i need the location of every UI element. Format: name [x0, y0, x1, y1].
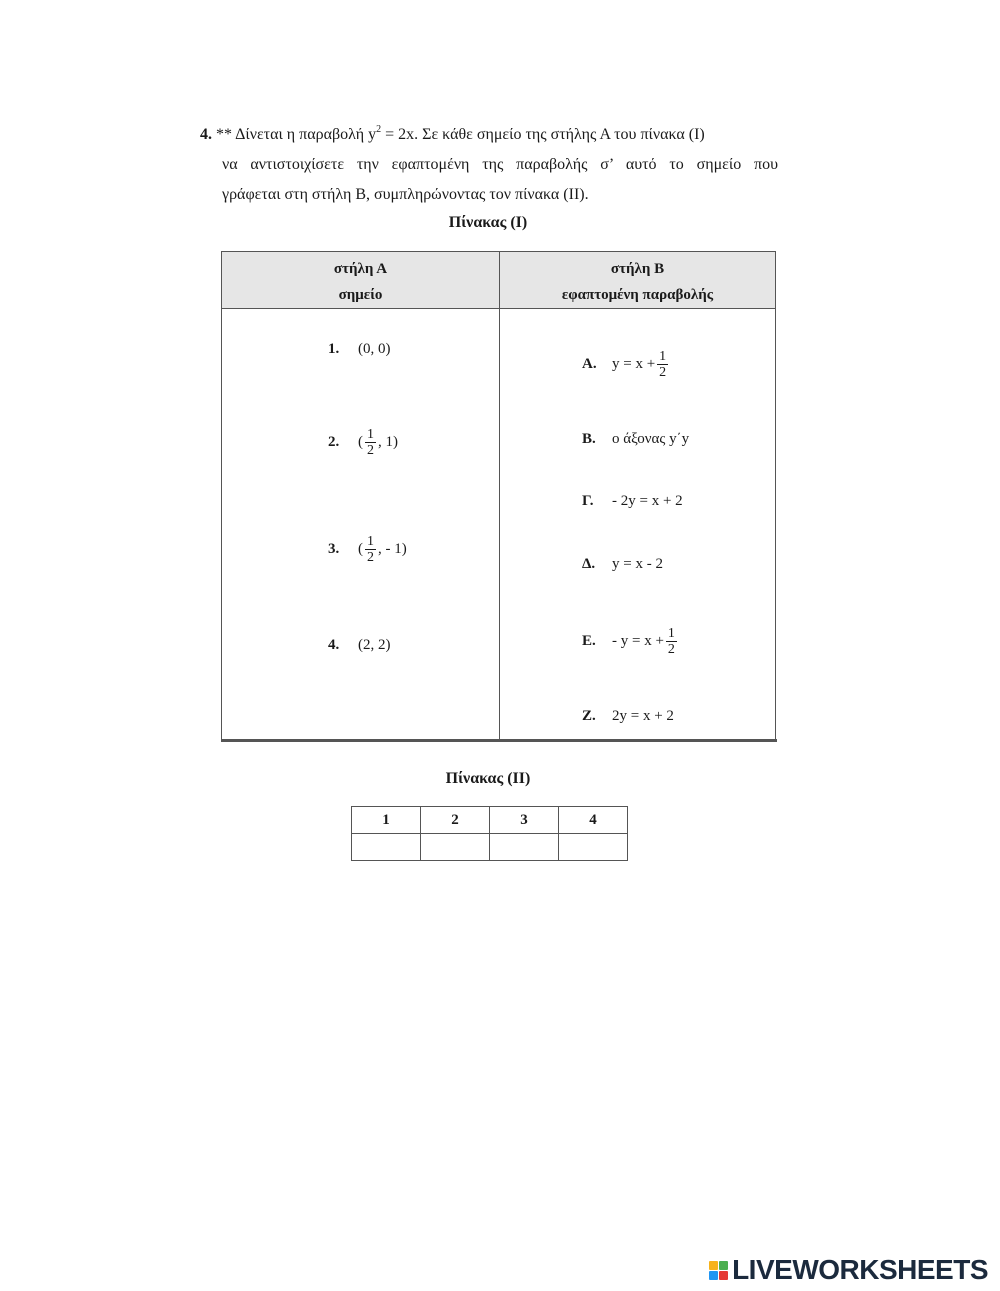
table1-title: Πίνακας (Ι) [448, 214, 528, 231]
point-item [328, 529, 407, 569]
tangent-equation: y = x - 2 [612, 555, 663, 572]
tangent-equation: y = x + [612, 355, 656, 372]
problem-number: 4. [200, 126, 212, 143]
point-item [328, 422, 398, 462]
problem-statement [200, 120, 778, 210]
point-value: ( [358, 540, 363, 557]
tangent-letter: Α. [582, 355, 597, 372]
numerator: 1 [367, 426, 374, 442]
problem-line-3: γράφεται στη στήλη Β, συμπληρώνοντας τον πίνακα (ΙΙ). [222, 186, 589, 203]
column-b-subtitle: εφαπτομένη παραβολής [561, 287, 714, 303]
denominator: 2 [659, 364, 667, 380]
numerator: 1 [367, 533, 374, 549]
denominator: 2 [667, 641, 675, 657]
column-a-header [222, 256, 499, 308]
problem-text-1-tail: = 2x. Σε κάθε σημείο της στήλης Α του πίνακα (Ι) [381, 126, 705, 143]
answer-cell-2[interactable] [421, 834, 490, 861]
point-number: 1. [328, 340, 340, 357]
numerator: 1 [659, 348, 667, 364]
answer-header-cell: 2 [421, 807, 490, 834]
point-value-tail: , 1) [378, 433, 398, 450]
column-b-title: στήλη Β [610, 261, 665, 277]
logo-icon [709, 1261, 728, 1280]
column-divider [499, 252, 500, 739]
tangent-item [582, 344, 670, 384]
table1-bottom-border [221, 739, 777, 742]
tangent-letter: Β. [582, 430, 596, 447]
point-item [328, 329, 391, 369]
denominator: 2 [367, 442, 374, 458]
point-item [328, 625, 391, 665]
tangent-letter: Ζ. [582, 707, 596, 724]
fraction [365, 427, 376, 458]
answer-row [352, 834, 628, 861]
tangent-equation: - 2y = x + 2 [612, 492, 683, 509]
point-value: ( [358, 433, 363, 450]
tangent-item [582, 419, 689, 459]
tangent-item [582, 544, 663, 584]
answer-cell-3[interactable] [490, 834, 559, 861]
point-number: 4. [328, 636, 340, 653]
problem-line-2: να αντιστοιχίσετε την εφαπτομένη της παραβολής σ’ αυτό το σημείο που [222, 156, 778, 173]
tangent-letter: Δ. [582, 555, 596, 572]
point-number: 3. [328, 540, 340, 557]
answer-header-cell: 4 [559, 807, 628, 834]
column-a-subtitle: σημείο [338, 287, 383, 303]
tangent-item [582, 621, 679, 661]
fraction [365, 534, 376, 565]
problem-text-1: ** Δίνεται η παραβολή y [216, 126, 377, 143]
logo-text: LIVEWORKSHEETS [732, 1254, 988, 1285]
liveworksheets-logo [709, 1252, 988, 1288]
table2-title: Πίνακας (ΙΙ) [445, 770, 531, 787]
numerator: 1 [667, 625, 675, 641]
tangent-letter: Γ. [582, 492, 594, 509]
answer-header-cell: 3 [490, 807, 559, 834]
column-a-title: στήλη Α [333, 261, 388, 277]
point-value-tail: , - 1) [378, 540, 407, 557]
point-value: (0, 0) [358, 340, 391, 357]
answer-cell-4[interactable] [559, 834, 628, 861]
matching-table [221, 251, 776, 740]
answer-header-cell: 1 [352, 807, 421, 834]
tangent-equation: 2y = x + 2 [612, 707, 674, 724]
denominator: 2 [367, 549, 374, 565]
problem-line-1 [200, 120, 778, 150]
answer-table [351, 806, 628, 861]
tangent-equation: ο άξονας y΄y [612, 430, 690, 447]
point-value: (2, 2) [358, 636, 391, 653]
answer-header-row [352, 807, 628, 834]
point-number: 2. [328, 433, 340, 450]
fraction [666, 626, 677, 657]
tangent-equation: - y = x + [612, 632, 664, 649]
fraction [657, 349, 668, 380]
tangent-letter: Ε. [582, 632, 596, 649]
tangent-item [582, 481, 683, 521]
exponent: 2 [376, 124, 382, 135]
column-b-header [500, 256, 775, 308]
answer-cell-1[interactable] [352, 834, 421, 861]
tangent-item [582, 696, 674, 736]
